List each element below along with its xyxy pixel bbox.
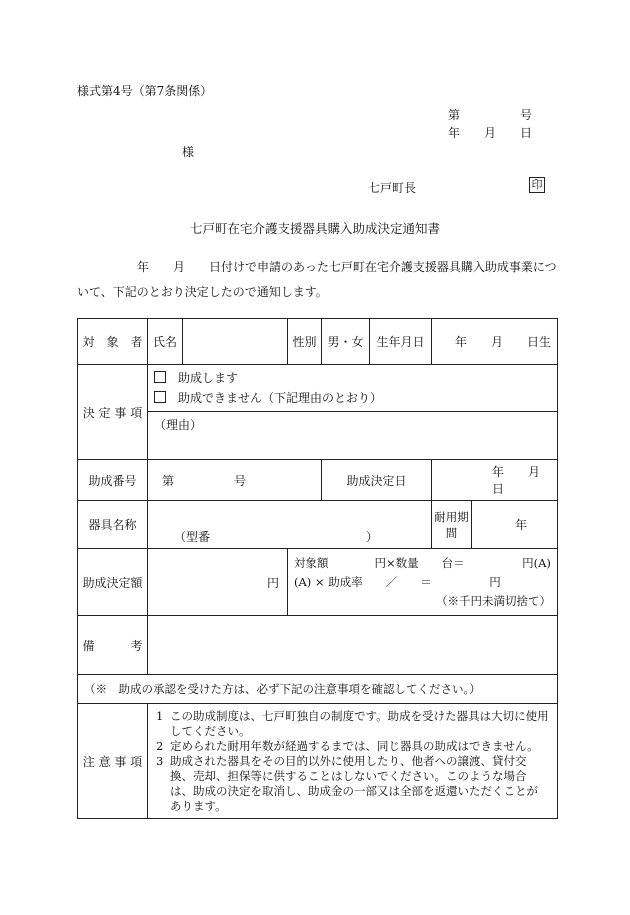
decision-row-reason <box>78 412 558 460</box>
cautions-row <box>78 704 558 819</box>
amount-label: 助成決定額 <box>78 549 148 616</box>
equipment-name-field[interactable] <box>148 501 432 549</box>
amount-value[interactable]: 円 <box>148 549 288 616</box>
option-grant[interactable] <box>154 368 557 388</box>
grant-date-value[interactable]: 年 月 日 <box>432 460 558 501</box>
caution-item: 1 この助成制度は、七戸町独自の制度です。助成を受けた器具は大切に使用してください。 <box>156 708 549 738</box>
birth-label: 生年月日 <box>370 319 432 365</box>
caution-text: この助成制度は、七戸町独自の制度です。助成を受けた器具は大切に使用してください。 <box>170 708 549 738</box>
remarks-label: 備 考 <box>78 616 148 675</box>
subject-row <box>78 319 558 365</box>
calc-line-1: 対象額 円×数量 台＝ 円(A) <box>294 555 551 570</box>
cautions-content <box>148 704 558 819</box>
birth-value[interactable]: 年 月 日生 <box>432 319 558 365</box>
decision-options <box>148 365 558 412</box>
gender-label: 性別 <box>288 319 322 365</box>
document-number: 第 号 <box>448 108 533 122</box>
form-table <box>77 318 565 819</box>
equipment-label: 器具名称 <box>78 501 148 549</box>
intro-line-2: いて、下記のとおり決定したので通知します。 <box>77 285 328 299</box>
caution-text: 定められた耐用年数が経過するまでは、同じ器具の助成はできません。 <box>170 738 539 753</box>
notice-text: （※ 助成の承認を受けた方は、必ず下記の注意事項を確認してください。） <box>78 675 558 704</box>
grant-number-row <box>78 460 558 501</box>
equipment-row <box>78 501 558 549</box>
service-life-label: 耐用期間 <box>432 501 472 549</box>
recipient-suffix: 様 <box>182 145 195 159</box>
name-label: 氏名 <box>148 319 183 365</box>
document-title: 七戸町在宅介護支援器具購入助成決定通知書 <box>189 221 440 236</box>
document-date: 年 月 日 <box>448 126 533 140</box>
seal-glyph: 印 <box>529 177 545 193</box>
calc-line-3: （※千円未満切捨て） <box>436 593 552 608</box>
caution-item: 2 定められた耐用年数が経過するまでは、同じ器具の助成はできません。 <box>156 738 539 753</box>
amount-row <box>78 549 558 616</box>
caution-item: 3 助成された器具をその目的以外に使用したり、他者への譲渡、貸付交換、売却、担保等に供することはしないでください。このような場合は、助成の決定を取消し、助成金の一部又は全部を返還いただくことがあります。 <box>156 753 538 813</box>
checkbox-icon[interactable] <box>154 391 166 403</box>
cautions-label: 注 意 事 項 <box>78 704 148 819</box>
option-deny-label: 助成できません（下記理由のとおり） <box>178 391 383 405</box>
intro-line-1: 年 月 日付けで申請のあった七戸町在宅介護支援器具購入助成事業につ <box>137 260 557 274</box>
option-deny[interactable] <box>154 388 557 408</box>
remarks-row <box>78 616 558 675</box>
subject-label: 対 象 者 <box>78 319 148 365</box>
model-number: （型番 ） <box>174 530 379 544</box>
name-field[interactable] <box>183 319 288 365</box>
service-life-value[interactable]: 年 <box>472 501 558 549</box>
issuer-name: 七戸町長 <box>368 181 417 195</box>
option-grant-label: 助成します <box>178 371 239 385</box>
remarks-field[interactable] <box>148 616 558 675</box>
decision-label: 決 定 事 項 <box>78 365 148 460</box>
amount-calculation <box>288 549 558 616</box>
seal-mark <box>529 177 545 193</box>
calc-line-2: (A) × 助成率 ／ ＝ 円 <box>294 574 501 589</box>
notice-row <box>78 675 558 704</box>
decision-row-options <box>78 365 558 412</box>
grant-number-label: 助成番号 <box>78 460 148 501</box>
grant-date-label: 助成決定日 <box>322 460 432 501</box>
form-number: 様式第4号（第7条関係） <box>77 84 213 98</box>
checkbox-icon[interactable] <box>154 371 166 383</box>
caution-text: 助成された器具をその目的以外に使用したり、他者への譲渡、貸付交換、売却、担保等に供することはしないでください。このような場合は、助成の決定を取消し、助成金の一部又は全部を返還いただくことがあります。 <box>170 753 538 813</box>
cautions-list <box>150 709 549 814</box>
reason-field[interactable] <box>148 412 558 460</box>
gender-value[interactable]: 男・女 <box>322 319 370 365</box>
grant-number-value[interactable]: 第 号 <box>148 460 322 501</box>
reason-label: （理由） <box>154 418 203 432</box>
